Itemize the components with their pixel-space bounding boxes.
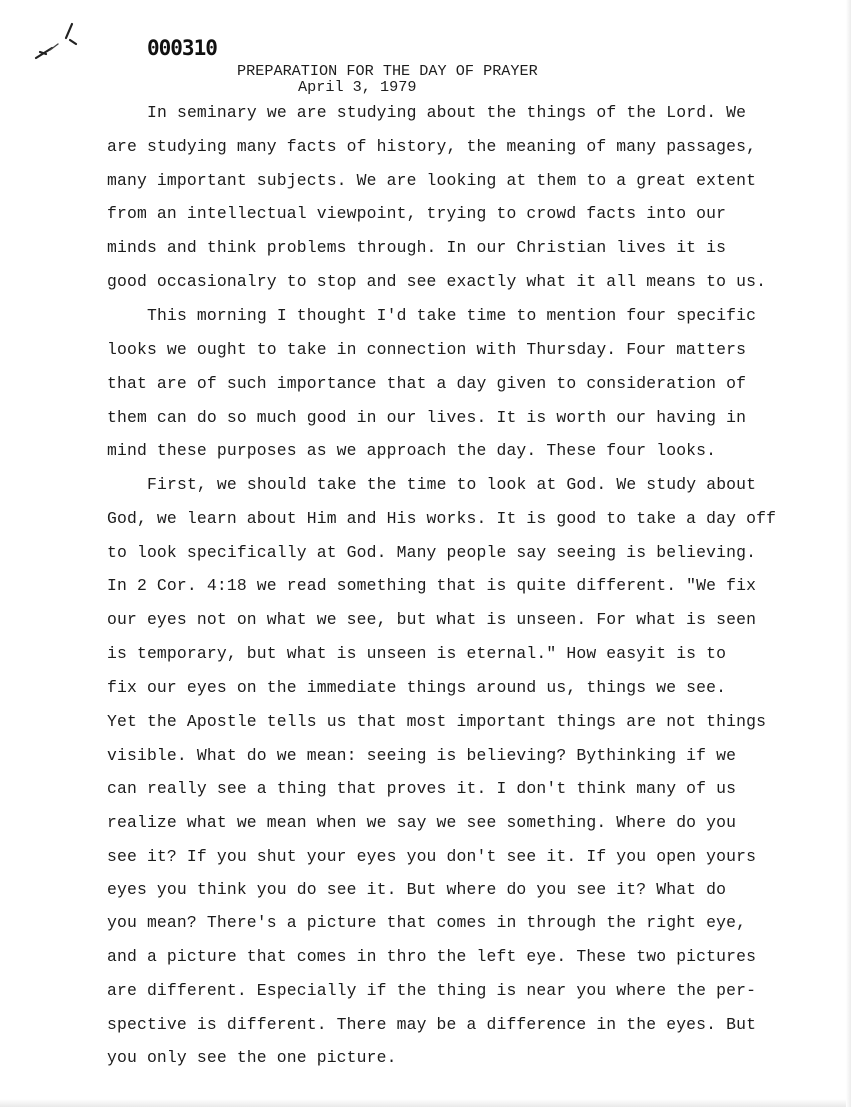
text-line: see it? If you shut your eyes you don't see it. If you open yours [107,847,757,866]
document-date: April 3, 1979 [298,78,417,96]
text-line: mind these purposes as we approach the day. These four looks. [107,441,717,460]
text-line: fix our eyes on the immediate things around us, things we see. [107,678,727,697]
text-line: spective is different. There may be a difference in the eyes. But [107,1015,757,1034]
text-line: them can do so much good in our lives. It is worth our having in [107,408,747,427]
text-line: God, we learn about Him and His works. It is good to take a day off [107,509,777,528]
text-line: This morning I thought I'd take time to mention four specific [147,306,757,325]
text-line: is temporary, but what is unseen is eternal." How easyit is to [107,644,727,663]
document-number: 000310 [147,36,217,60]
text-line: In 2 Cor. 4:18 we read something that is quite different. "We fix [107,576,757,595]
text-line: realize what we mean when we say we see something. Where do you [107,813,737,832]
pen-mark-icon [30,18,90,66]
text-line: can really see a thing that proves it. I don't think many of us [107,779,737,798]
text-line: are studying many facts of history, the meaning of many passages, [107,137,757,156]
text-line: good occasionalry to stop and see exactly what it all means to us. [107,272,767,291]
text-line: minds and think problems through. In our Christian lives it is [107,238,727,257]
text-line: and a picture that comes in thro the left eye. These two pictures [107,947,757,966]
page-right-edge [846,0,851,1107]
text-line: to look specifically at God. Many people say seeing is believing. [107,543,757,562]
text-line: from an intellectual viewpoint, trying to crowd facts into our [107,204,727,223]
text-line: Yet the Apostle tells us that most important things are not things [107,712,767,731]
text-line: In seminary we are studying about the things of the Lord. We [147,103,747,122]
text-line: you mean? There's a picture that comes in through the right eye, [107,913,747,932]
text-line: First, we should take the time to look at God. We study about [147,475,757,494]
text-line: looks we ought to take in connection with Thursday. Four matters [107,340,747,359]
text-line: visible. What do we mean: seeing is believing? Bythinking if we [107,746,737,765]
page-bottom-edge [0,1099,851,1107]
text-line: are different. Especially if the thing is near you where the per- [107,981,757,1000]
text-line: that are of such importance that a day given to consideration of [107,374,747,393]
text-line: our eyes not on what we see, but what is unseen. For what is seen [107,610,757,629]
text-line: you only see the one picture. [107,1048,397,1067]
text-line: many important subjects. We are looking at them to a great extent [107,171,757,190]
text-line: eyes you think you do see it. But where do you see it? What do [107,880,727,899]
document-title: PREPARATION FOR THE DAY OF PRAYER [237,62,538,80]
